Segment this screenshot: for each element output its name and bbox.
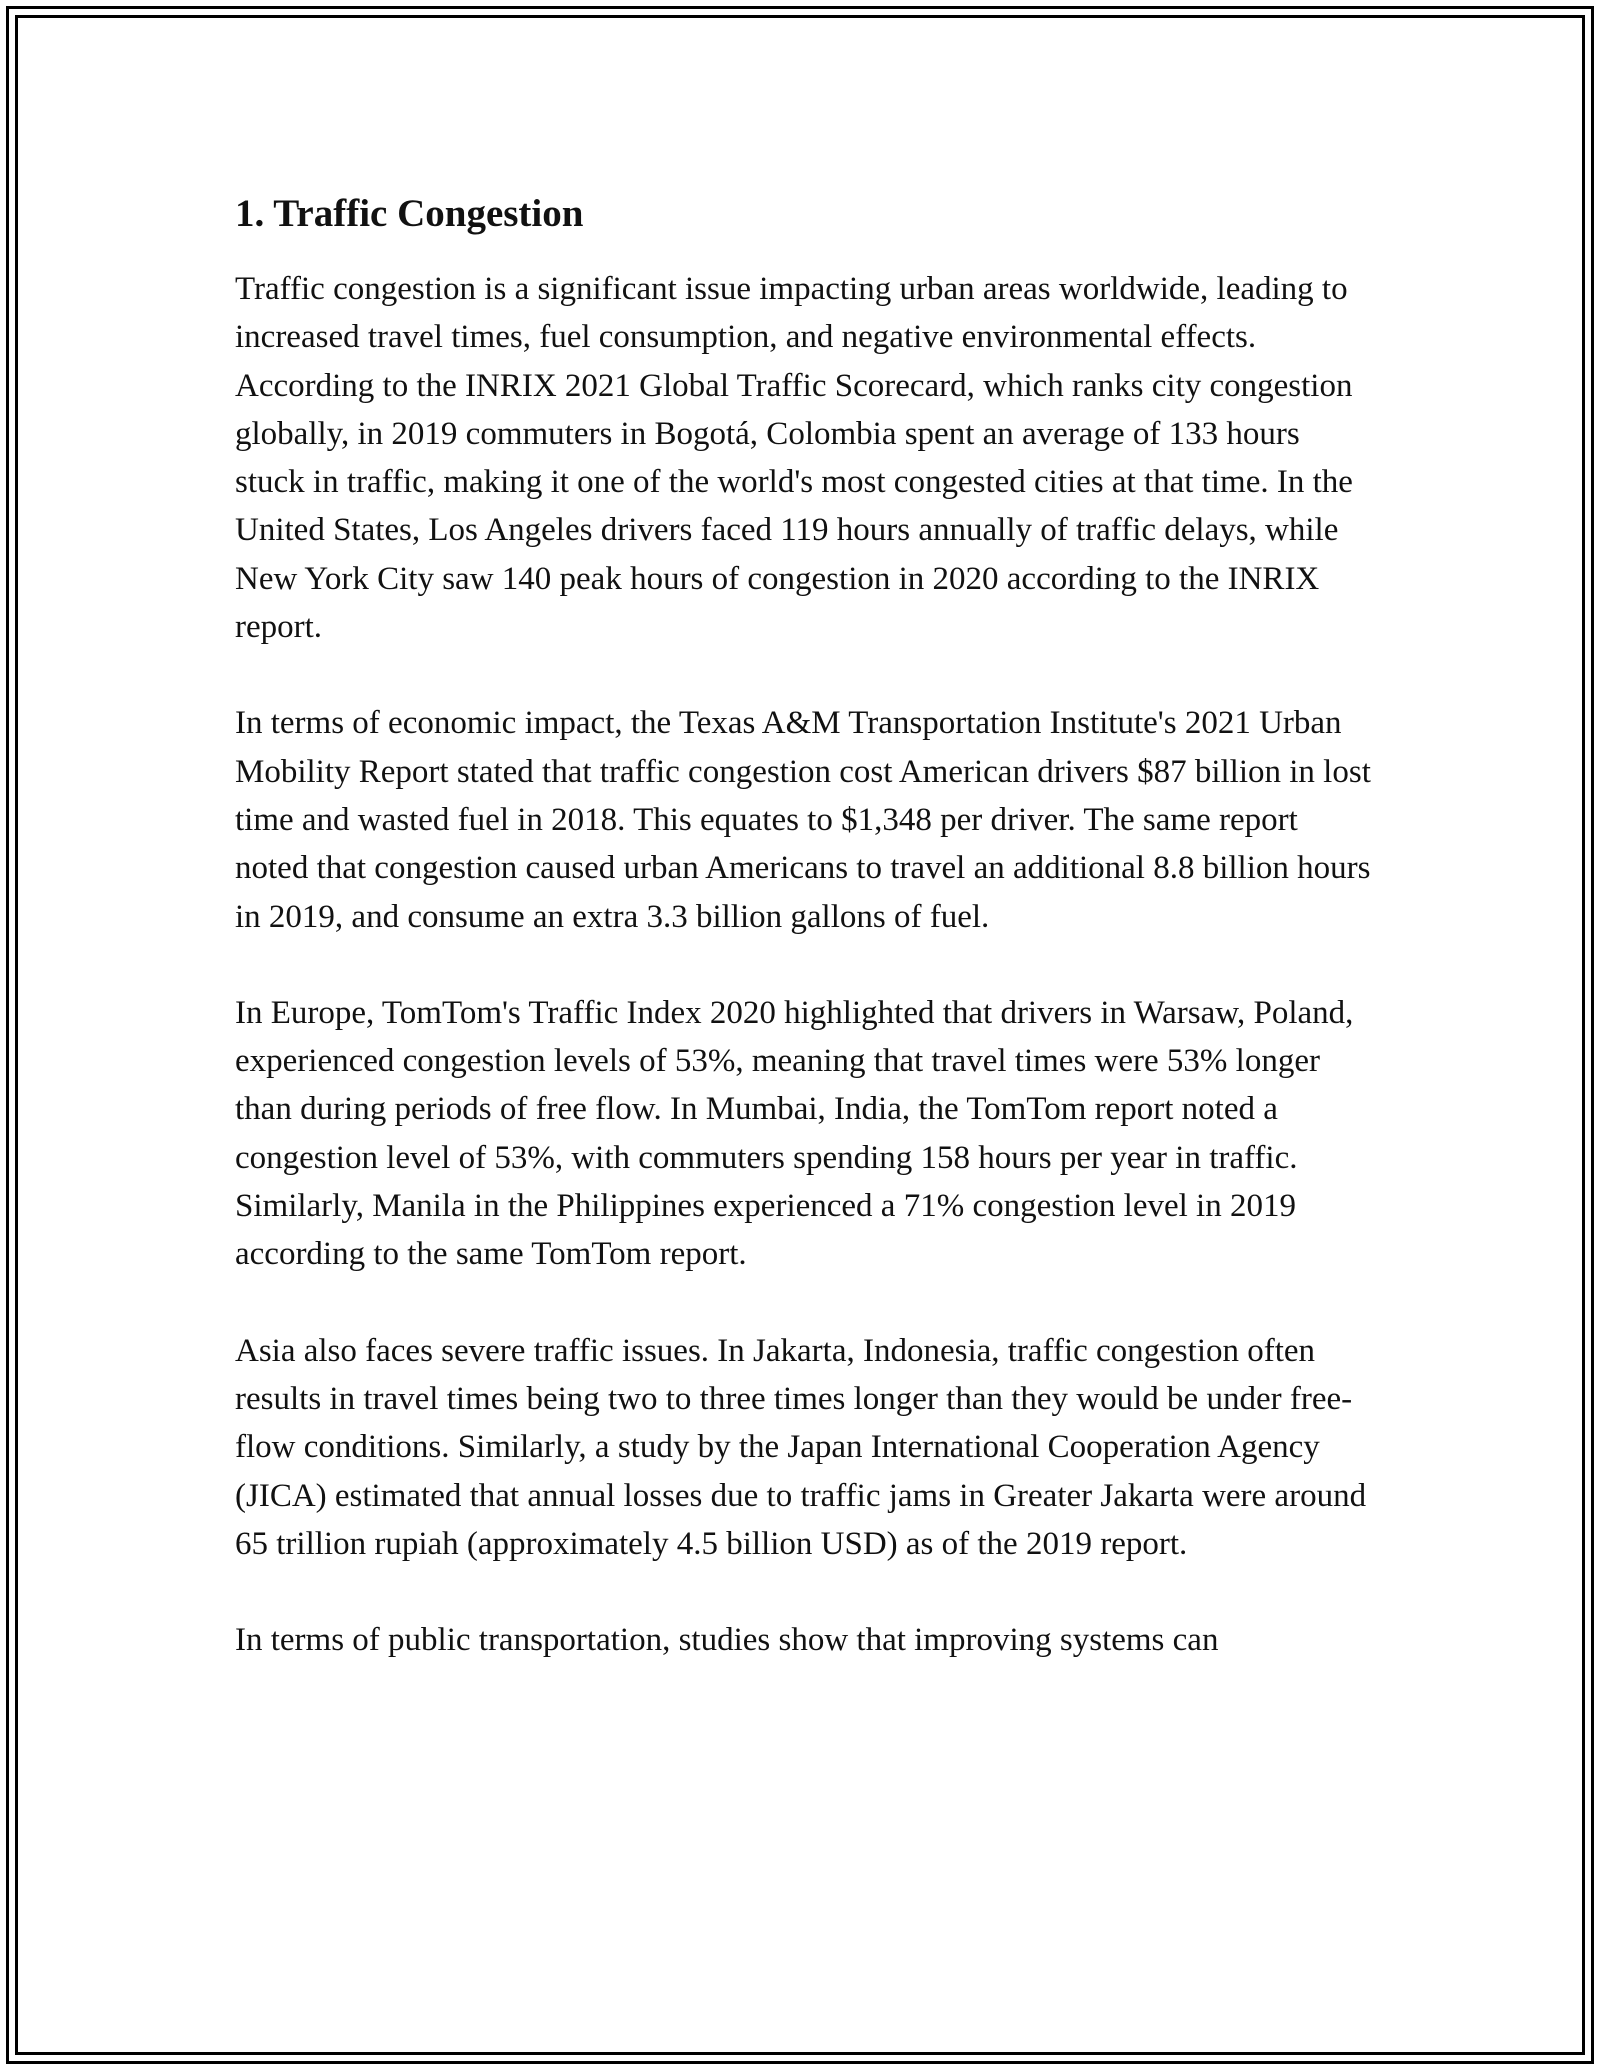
paragraph-public-transportation: In terms of public transportation, studies show that improving systems can — [235, 1622, 1219, 1659]
document-body — [235, 188, 1375, 1712]
paragraph-europe: In Europe, TomTom's Traffic Index 2020 highlighted that drivers in Warsaw, Poland, experienced congestion levels of 53%, meaning that travel times were 53% longer than during periods of free flow. In Mumbai, India, the TomTom report noted a congestion level of 53%, with commuters spending 158 hours per year in traffic. Similarly, Manila in the Philippines experienced a 71% congestion level in 2019 according to the same TomTom report. — [235, 994, 1354, 1273]
section-heading: 1. Traffic Congestion — [235, 192, 584, 235]
paragraph-asia: Asia also faces severe traffic issues. In Jakarta, Indonesia, traffic congestion often results in travel times being two to three times longer than they would be under free-flow conditions. Similarly, a study by the Japan International Cooperation Agency (JICA) estimated that annual losses due to traffic jams in Greater Jakarta were around 65 trillion rupiah (approximately 4.5 billion USD) as of the 2019 report. — [235, 1332, 1367, 1562]
paragraph-congestion-overview: Traffic congestion is a significant issue impacting urban areas worldwide, leading to increased travel times, fuel consumption, and negative environmental effects. According to the INRIX 2021 Global Traffic Scorecard, which ranks city congestion globally, in 2019 commuters in Bogotá, Colombia spent an average of 133 hours stuck in traffic, making it one of the world's most congested cities at that time. In the United States, Los Angeles drivers faced 119 hours annually of traffic delays, while New York City saw 140 peak hours of congestion in 2020 according to the INRIX report. — [235, 271, 1353, 646]
paragraph-economic-impact: In terms of economic impact, the Texas A&M Transportation Institute's 2021 Urban Mobility Report stated that traffic congestion cost American drivers $87 billion in lost time and wasted fuel in 2018. This equates to $1,348 per driver. The same report noted that congestion caused urban Americans to travel an additional 8.8 billion hours in 2019, and consume an extra 3.3 billion gallons of fuel. — [235, 705, 1371, 935]
